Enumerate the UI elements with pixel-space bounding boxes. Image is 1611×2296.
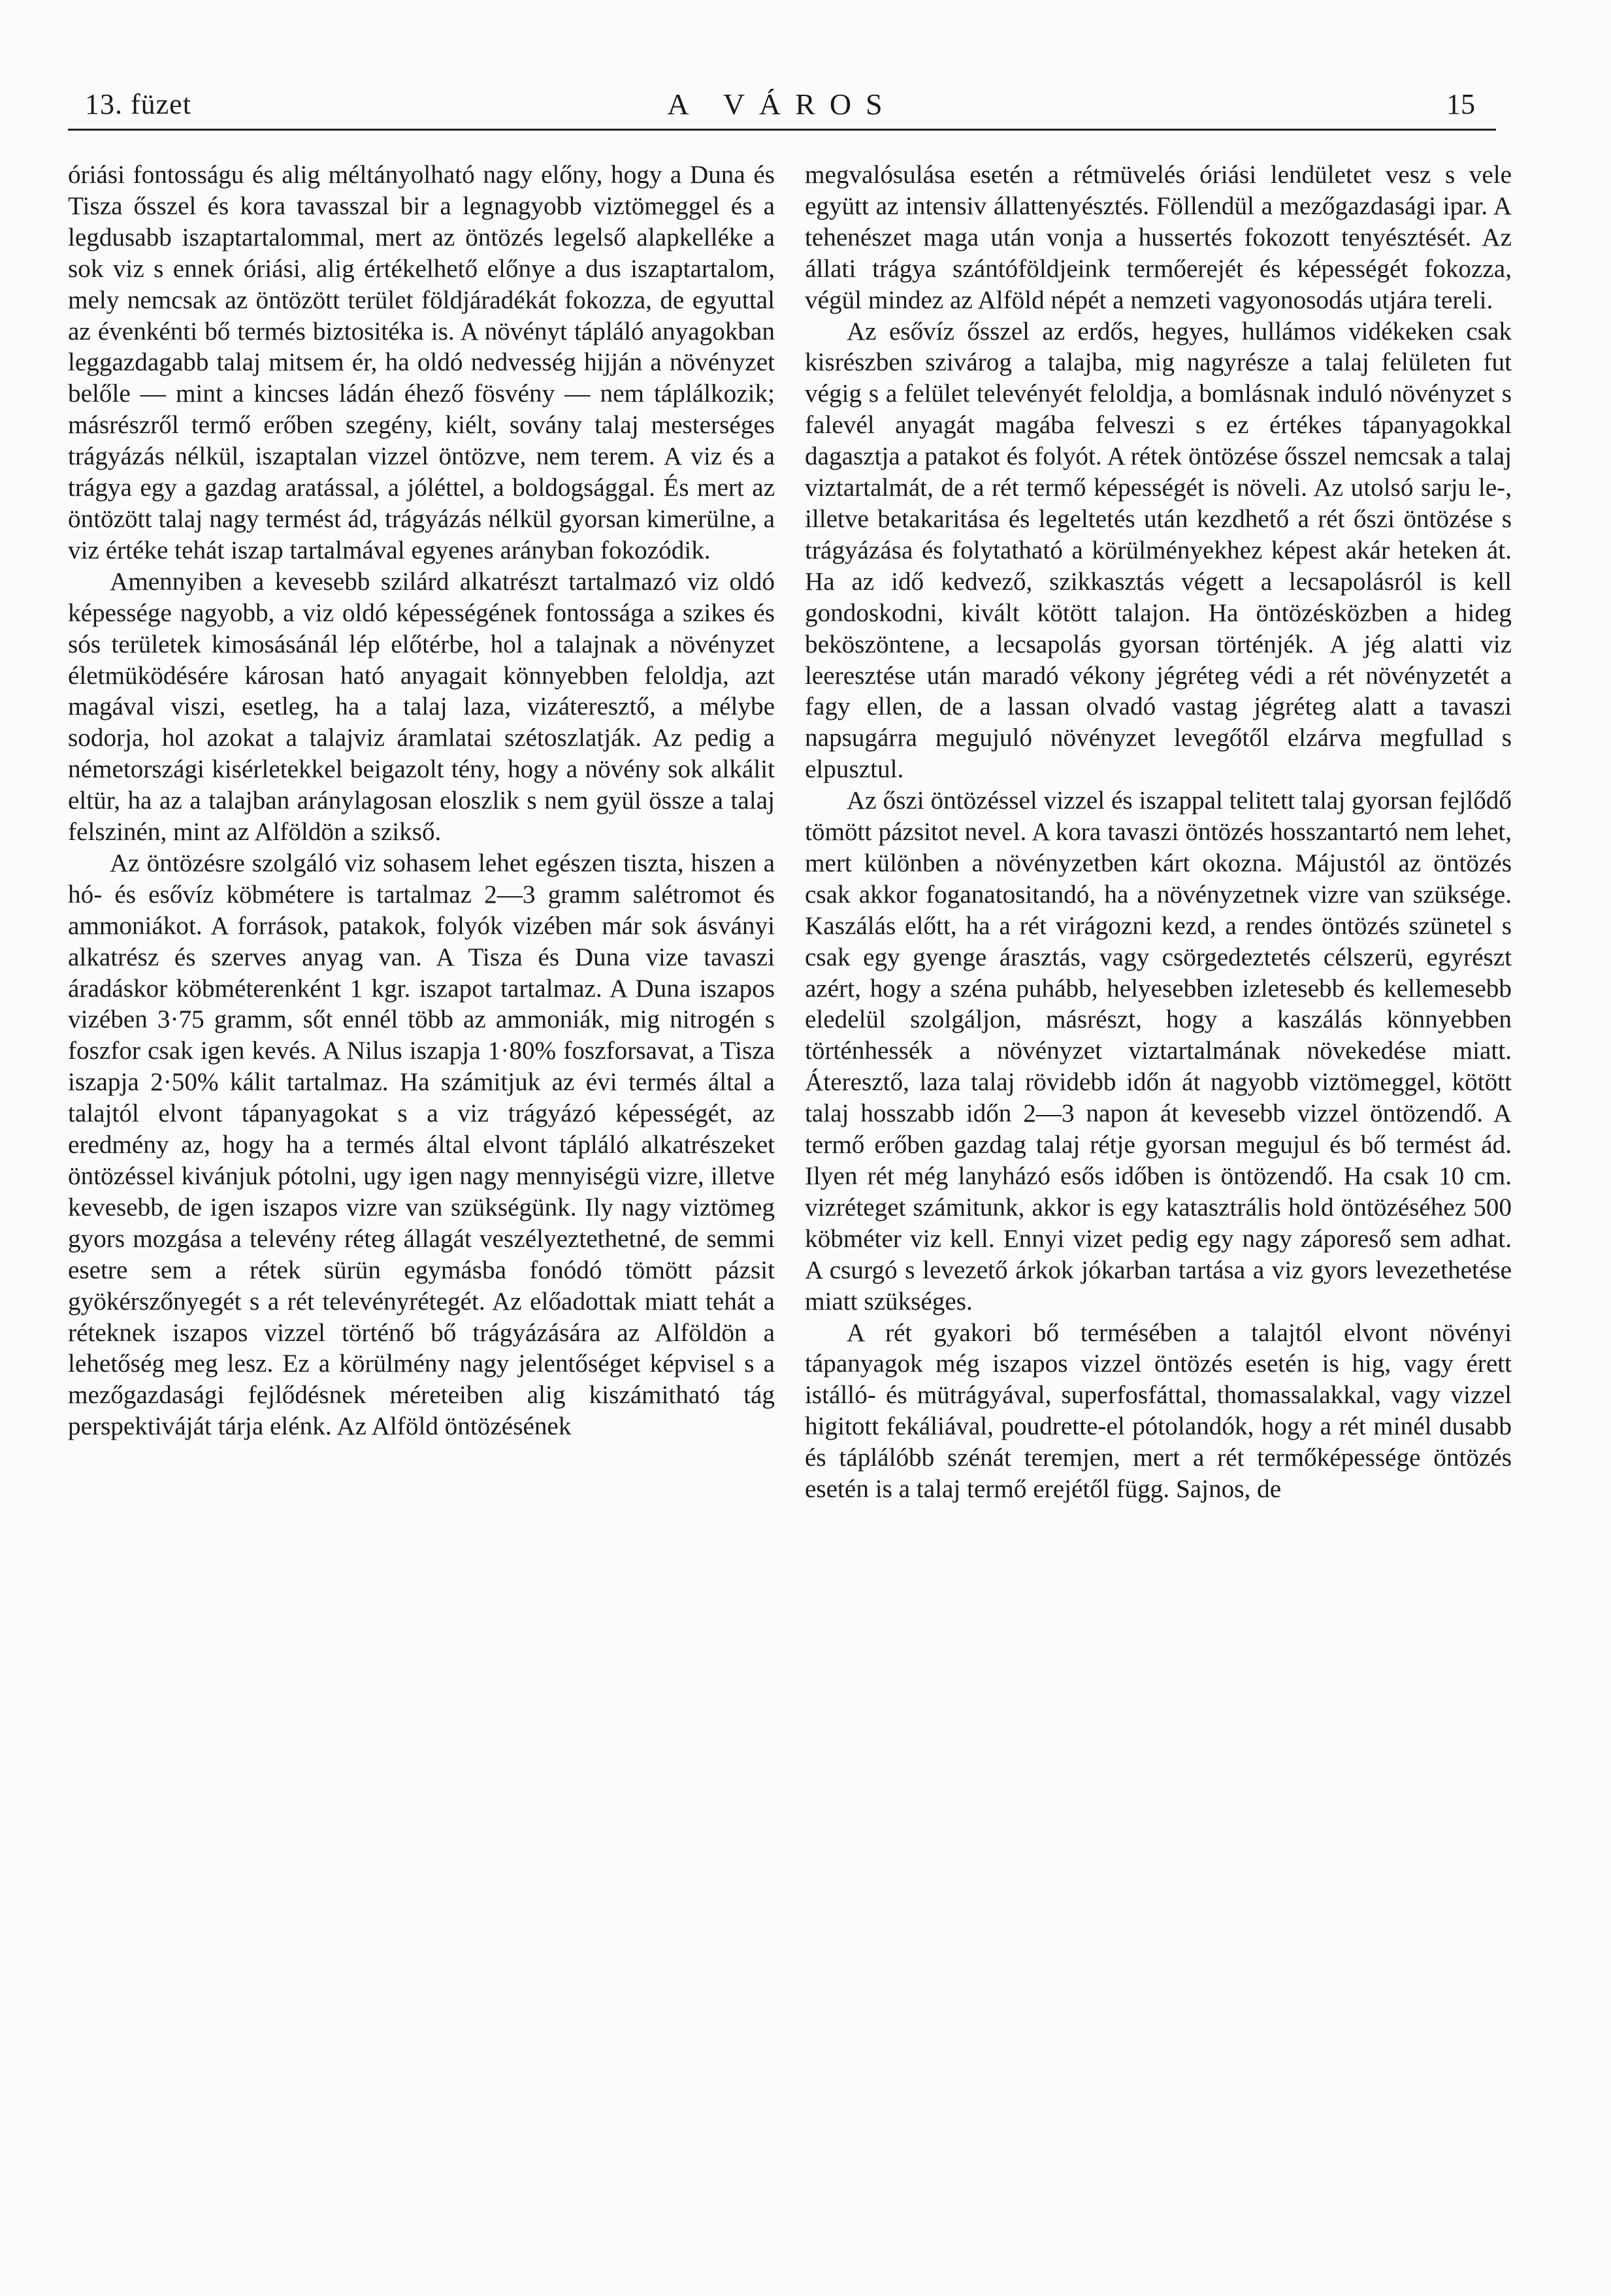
issue-label: 13. füzet: [85, 88, 191, 120]
running-header: [68, 84, 1496, 125]
paragraph: Az őszi öntözéssel vizzel és iszappal telitett talaj gyorsan fejlődő tömött pázsitot nevel. A kora tavaszi öntözés hosszantartó nem lehet, mert különben a növényzetben kárt okozna. Májustól az öntözés csak akkor foganatositandó, ha a növényzetnek vizre van szüksége. Kaszálás előtt, ha a rét virágozni kezd, a rendes öntözés szünetel s csak egy gyenge árasztás, vagy csörgedeztetés célszerü, egyrészt azért, hogy a széna puhább, helyesebben izletesebb és kellemesebb eledelül szolgáljon, másrészt, hogy a kaszálás könnyebben történhessék a növényzet viztartalmának növekedése miatt. Áteresztő, laza talaj rövidebb időn át nagyobb viztömeggel, kötött talaj hosszabb időn 2—3 napon át kevesebb vizzel öntözendő. A termő erőben gazdag talaj rétje gyorsan megujul és bő termést ád. Ilyen rét még lanyházó esős időben is öntözendő. Ha csak 10 cm. vizréteget számitunk, akkor is egy katasztrális hold öntözéséhez 500 köbméter viz kell. Ennyi vizet pedig egy nagy záporeső sem adhat. A csurgó s levezető árkok jókarban tartása a viz gyors levezethetése miatt szükséges.: [805, 786, 1512, 1316]
page-number: 15: [1446, 88, 1475, 120]
paragraph: Amennyiben a kevesebb szilárd alkatrészt tartalmazó viz oldó képessége nagyobb, a viz oldó képességének fontossága a szikes és sós területek kimosásánál lép előtérbe, hol a talajnak a növényzet életmüködésére károsan ható anyagait könnyebben feloldja, azt magával viszi, esetleg, ha a talaj laza, vizáteresztő, a mélybe sodorja, hol azokat a talajviz áramlatai szétoszlatják. Az pedig a németországi kisérletekkel beigazolt tény, hogy a növény sok alkálit eltür, ha az a talajban aránylagosan eloszlik s nem gyül össze a talaj felszinén, mint az Alföldön a szikső.: [68, 567, 775, 847]
paragraph: óriási fontosságu és alig méltányolható nagy előny, hogy a Duna és Tisza ősszel és kora tavasszal bir a legnagyobb viztömeggel és a legdusabb iszaptartalommal, mert az öntözés legelső alapkelléke a sok viz s ennek óriási, alig értékelhető előnye a dus iszaptartalom, mely nemcsak az öntözött terület földjáradékát fokozza, de egyuttal az évenkénti bő termés biztositéka is. A növényt tápláló anyagokban leggazdagabb talaj mitsem ér, ha oldó nedvesség hijján a növényzet belőle — mint a kincses ládán éhező fösvény — nem táplálkozik; másrészről termő erőben szegény, kiélt, sovány talaj mesterséges trágyázás nélkül, iszaptalan vizzel öntözve, nem terem. A viz és a trágya egy a gazdag aratással, a jóléttel, a boldogsággal. És mert az öntözött talaj nagy termést ád, trágyázás nélkül gyorsan kimerülne, a viz értéke tehát iszap tartalmával egyenes arányban fokozódik.: [68, 161, 775, 564]
left-column: [68, 159, 775, 2276]
header-rule: [68, 129, 1496, 131]
paragraph: Az öntözésre szolgáló viz sohasem lehet egészen tiszta, hiszen a hó- és esővíz köbmétere is tartalmaz 2—3 gramm salétromot és ammoniákot. A források, patakok, folyók vizében már sok ásványi alkatrész és szerves anyag van. A Tisza és Duna vize tavaszi áradáskor köbméterenként 1 kgr. iszapot tartalmaz. A Duna iszapos vizében 3·75 gramm, sőt ennél több az ammoniák, mig nitrogén s foszfor csak igen kevés. A Nilus iszapja 1·80% foszforsavat, a Tisza iszapja 2·50% kálit tartalmaz. Ha számitjuk az évi termés által a talajtól elvont tápanyagokat s a viz trágyázó képességét, az eredmény az, hogy ha a termés által elvont tápláló alkatrészeket öntözéssel kivánjuk pótolni, ugy igen nagy mennyiségü vizre, illetve kevesebb, de igen iszapos vizre van szükségünk. Ily nagy viztömeg gyors mozgása a televény réteg állagát veszélyeztethetné, de semmi esetre sem a rétek sürün egymásba fonódó tömött pázsit gyökérszőnyegét s a rét televényrétegét. Az előadottak miatt tehát a réteknek iszapos vizzel történő bő trágyázására az Alföldön a lehetőség meg lesz. Ez a körülmény nagy jelentőséget képvisel s a mezőgazdasági fejlődésnek méreteiben alig kiszámitható tág perspektiváját tárja elénk. Az Alföld öntözésének: [68, 849, 775, 1441]
journal-title: A VÁROS: [667, 88, 897, 121]
right-column: [805, 159, 1512, 2276]
paragraph: Az esővíz ősszel az erdős, hegyes, hullámos vidékeken csak kisrészben szivárog a talajba, mig nagyrésze a talaj felületen fut végig s a felület televényét feloldja, a bomlásnak induló növényzet s falevél anyagát magába felveszi s ez értékes tápanyagokkal dagasztja a patakot és folyót. A rétek öntözése ősszel nemcsak a talaj viztartalmát, de a rét termő képességét is növeli. Az utolsó sarju le-, illetve betakaritása és legeltetés után kezdhető a rét őszi öntözése s trágyázása és folytatható a körülményekhez képest akár heteken át. Ha az idő kedvező, szikkasztás végett a lecsapolásról is kell gondoskodni, kivált kötött talajon. Ha öntözésközben a hideg beköszöntene, a lecsapolás gyorsan történjék. A jég alatti viz leeresztése után maradó vékony jégréteg védi a rét növényzetét a fagy ellen, de a lassan olvadó vastag jégréteg alatt a tavaszi napsugárra megujuló növényzet levegőtől elzárva megfullad s elpusztul.: [805, 317, 1512, 784]
paragraph: megvalósulása esetén a rétmüvelés óriási lendületet vesz s vele együtt az intensiv állattenyésztés. Föllendül a mezőgazdasági ipar. A tehenészet maga után vonja a hussertés fokozott tenyésztését. Az állati trágya szántóföldjeink termőerejét és képességét fokozza, végül mindez az Alföld népét a nemzeti vagyonosodás utjára tereli.: [805, 161, 1512, 314]
paragraph: A rét gyakori bő termésében a talajtól elvont növényi tápanyagok még iszapos vizzel öntözés esetén is hig, vagy érett istálló- és mütrágyával, superfosfáttal, thomassalakkal, vagy vizzel higitott fekáliával, poudrette-el pótolandók, hogy a rét minél dusabb és táplálóbb szénát teremjen, mert a rét termőképessége öntözés esetén is a talaj termő erejétől függ. Sajnos, de: [805, 1318, 1512, 1504]
